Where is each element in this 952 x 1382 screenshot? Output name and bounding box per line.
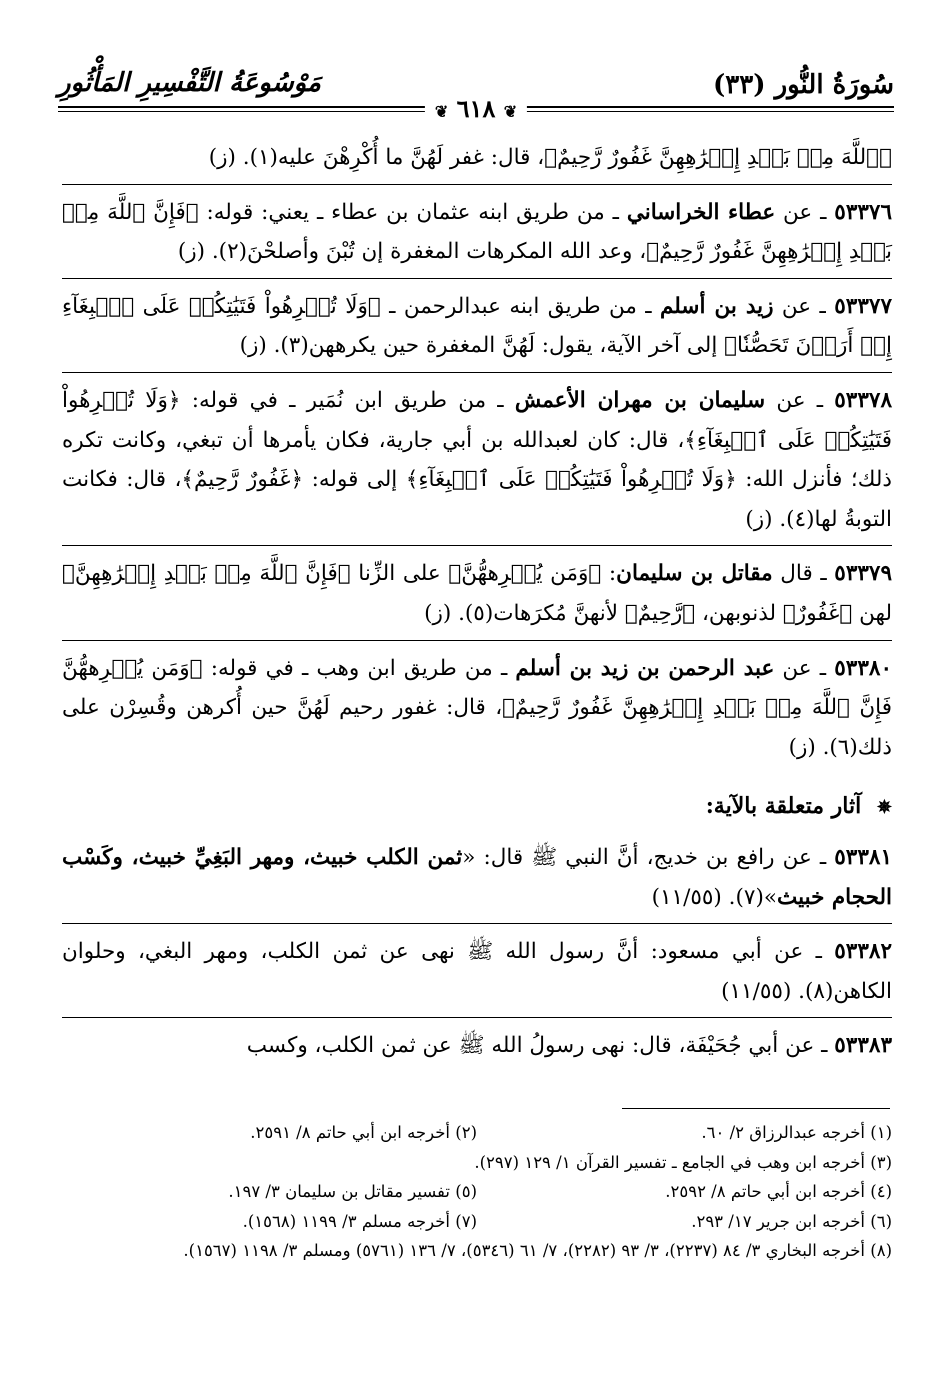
narrator-name: عبد الرحمن بن زيد بن أسلم bbox=[515, 655, 775, 681]
surah-title: سُورَةُ النُّور (٣٣) bbox=[712, 70, 894, 100]
footnotes bbox=[62, 1118, 892, 1266]
text-segment: ، قال: غفور رحيم لَهُنَّ حين أُكرهن وقُسِرْن على ذلك(٦). (ز) bbox=[62, 695, 892, 760]
text-segment: »(٧). (١١/٥٥) bbox=[651, 884, 777, 910]
footnote: (٢) أخرجه ابن أبي حاتم ٨/ ٢٥٩١. bbox=[250, 1123, 477, 1142]
paragraph bbox=[62, 554, 892, 633]
ornament-icon: ❦ bbox=[503, 102, 518, 121]
paragraph bbox=[62, 381, 892, 539]
quran-verse: ﴿رَّحِيمٌ﴾ bbox=[624, 600, 696, 626]
quran-verse: ﴿ٱللَّهَ مِنۢ بَعۡدِ إِكۡرَٰهِهِنَّ غَفُورٌ رَّحِيمٌ﴾ bbox=[544, 145, 892, 170]
footnote: (٦) أخرجه ابن جرير ١٧/ ٢٩٣. bbox=[691, 1211, 892, 1231]
text-segment: ، قال: فكانت التوبةُ لها(٤). (ز) bbox=[62, 467, 892, 532]
narration-number: ٥٣٣٨٠ bbox=[834, 655, 892, 681]
quran-verse: ﴿غَفُورٌ﴾ bbox=[782, 600, 853, 626]
text-segment: إلى آخر الآية، يقول: لَهُنَّ المغفرة حين يكرههن(٣). (ز) bbox=[239, 333, 725, 359]
narration-number: ٥٣٣٨١ bbox=[834, 844, 892, 870]
main-text bbox=[62, 138, 892, 1072]
footnote-row bbox=[62, 1177, 892, 1207]
narrator-name: زيد بن أسلم bbox=[660, 293, 774, 319]
narrator-name: ثمن الكلب خبيث، ومهر البَغِيِّ خبيث، وكَسْب الحجام خبيث bbox=[62, 844, 892, 910]
paragraph-divider bbox=[62, 372, 892, 373]
text-segment: ـ من طريق ابن وهب ـ في قوله: bbox=[202, 655, 516, 681]
text-segment: ، قال: كان لعبدالله بن أبي جارية، فكان يأمرها أن تبغي، وكانت تكره ذلك؛ فأنزل الله: bbox=[62, 427, 893, 493]
page-number-box bbox=[425, 94, 527, 123]
text-segment: ـ من طريق ابنه عبدالرحمن ـ bbox=[380, 293, 660, 319]
text-segment: ، وعد الله المكرهات المغفرة إن تُبْنَ وأصلحْنَ(٢). (ز) bbox=[177, 239, 647, 265]
text-segment: لذنوبهن، bbox=[695, 600, 783, 626]
footnote: (٤) أخرجه ابن أبي حاتم ٨/ ٢٥٩٢. bbox=[665, 1182, 892, 1201]
text-segment: ـ عن bbox=[775, 199, 835, 225]
text-segment: ـ من طريق ابنه عثمان بن عطاء ـ يعني: قوله: bbox=[198, 199, 627, 225]
paragraph-divider bbox=[62, 640, 892, 641]
narration-number: ٥٣٣٧٩ bbox=[834, 561, 893, 587]
paragraph bbox=[62, 138, 892, 178]
quran-verse: ﴿وَلَا تُكۡرِهُواْ فَتَيَٰتِكُمۡ عَلَى ٱلۡبِغَآءِ إِنۡ أَرَدۡنَ تَحَصُّنٗا﴾ bbox=[62, 293, 892, 359]
text-segment: لهن bbox=[852, 600, 892, 626]
footnote-row bbox=[62, 1207, 892, 1237]
tafsir-paragraphs bbox=[62, 138, 892, 767]
star-icon: ✵ bbox=[876, 797, 892, 819]
paragraph bbox=[62, 1026, 892, 1066]
narration-number: ٥٣٣٧٨ bbox=[834, 387, 892, 413]
quran-verse: ﴿وَمَن يُكۡرِههُّنَّ﴾ bbox=[448, 561, 602, 587]
text-segment: لأنهنَّ مُكرَهات(٥). (ز) bbox=[424, 600, 625, 626]
text-segment: ـ عن bbox=[765, 387, 835, 413]
quran-verse: ﴿وَمَن يُكۡرِههُّنَّ فَإِنَّ ٱللَّهَ مِنۢ بَعۡدِ إِكۡرَٰهِهِنَّ غَفُورٌ رَّحِيمٌ﴾ bbox=[62, 655, 892, 721]
narrator-name: مقاتل بن سليمان bbox=[616, 561, 773, 587]
text-segment: إلى قوله: bbox=[303, 467, 406, 493]
text-segment: ـ عن أبي جُحَيْفَة، قال: نهى رسولُ الله ﷺ عن ثمن الكلب، وكسب bbox=[246, 1033, 835, 1059]
text-segment: : bbox=[601, 561, 617, 587]
quran-verse: ﴿وَلَا تُكۡرِهُواْ فَتَيَٰتِكُمۡ عَلَى ٱلۡبِغَآءِ﴾ bbox=[62, 387, 892, 453]
narrator-name: سليمان بن مهران الأعمش bbox=[514, 387, 766, 413]
page-number: ٦١٨ bbox=[456, 94, 496, 123]
paragraph-divider bbox=[62, 545, 892, 546]
footnote: (٨) أخرجه البخاري ٣/ ٨٤ (٢٢٣٧)، ٣/ ٩٣ (٢٢٨٢)، ٧/ ٦١ (٥٣٤٦)، ٧/ ١٣٦ (٥٧٦١) ومسلم ٣/ ١١٩٨ (١٥٦٧). bbox=[183, 1241, 892, 1260]
narrator-name: عطاء الخراساني bbox=[626, 199, 776, 225]
paragraph bbox=[62, 193, 892, 272]
quran-verse: ﴿فَإِنَّ ٱللَّهَ مِنۢ بَعۡدِ إِكۡرَٰهِهِنَّ﴾ bbox=[62, 561, 351, 587]
footnote-rule bbox=[622, 1108, 890, 1109]
text-segment: ـ عن أبي مسعود: أنَّ رسول الله ﷺ نهى عن ثمن الكلب، ومهر البغي، وحلوان الكاهن(٨). (١١/٥٥) bbox=[62, 939, 892, 1004]
footnote: (٧) أخرجه مسلم ٣/ ١١٩٩ (١٥٦٨). bbox=[242, 1211, 477, 1231]
ornament-icon: ❦ bbox=[434, 102, 449, 121]
paragraph-divider bbox=[62, 923, 892, 924]
narration-number: ٥٣٣٧٦ bbox=[834, 199, 893, 225]
page-header bbox=[58, 62, 894, 134]
section-heading bbox=[62, 787, 892, 828]
paragraph bbox=[62, 838, 892, 917]
athar-paragraphs bbox=[62, 838, 892, 1066]
text-segment: ، قال: غفر لَهُنَّ ما أُكْرِهْنَ عليه(١). (ز) bbox=[208, 145, 545, 170]
paragraph bbox=[62, 932, 892, 1011]
quran-verse: ﴿فَإِنَّ ٱللَّهَ مِنۢ بَعۡدِ إِكۡرَٰهِهِنَّ غَفُورٌ رَّحِيمٌ﴾ bbox=[62, 199, 892, 265]
footnote-row bbox=[62, 1118, 892, 1148]
book-title: مَوْسُوعَةُ التَّفْسِيرِ المَأْثُورِ bbox=[58, 68, 321, 98]
text-segment: ـ عن bbox=[774, 655, 835, 681]
paragraph bbox=[62, 649, 892, 768]
section-title: آثار متعلقة بالآية: bbox=[705, 793, 862, 820]
narration-number: ٥٣٣٨٢ bbox=[834, 939, 892, 965]
paragraph-divider bbox=[62, 1017, 892, 1018]
text-segment: على الزِّنا bbox=[350, 561, 449, 587]
paragraph-divider bbox=[62, 184, 892, 185]
quran-verse: ﴿غَفُورٌ رَّحِيمٌ﴾ bbox=[181, 467, 304, 493]
text-segment: ـ قال bbox=[772, 561, 835, 587]
paragraph-divider bbox=[62, 278, 892, 279]
footnote: (٣) أخرجه ابن وهب في الجامع ـ تفسير القرآن ١/ ١٢٩ (٢٩٧). bbox=[474, 1152, 892, 1172]
paragraph bbox=[62, 287, 892, 366]
footnote: (١) أخرجه عبدالرزاق ٢/ ٦٠. bbox=[701, 1123, 892, 1142]
quran-verse: ﴿وَلَا تُكۡرِهُواْ فَتَيَٰتِكُمۡ عَلَى ٱلۡبِغَآءِ﴾ bbox=[405, 467, 737, 493]
narration-number: ٥٣٣٨٣ bbox=[834, 1033, 892, 1059]
narration-number: ٥٣٣٧٧ bbox=[834, 293, 892, 319]
text-segment: ـ عن رافع بن خديج، أنَّ النبي ﷺ قال: « bbox=[462, 844, 835, 870]
footnote: (٥) تفسير مقاتل بن سليمان ٣/ ١٩٧. bbox=[228, 1182, 477, 1201]
text-segment: ـ من طريق ابن نُمَير ـ في قوله: bbox=[180, 387, 515, 413]
text-segment: ـ عن bbox=[773, 293, 835, 319]
